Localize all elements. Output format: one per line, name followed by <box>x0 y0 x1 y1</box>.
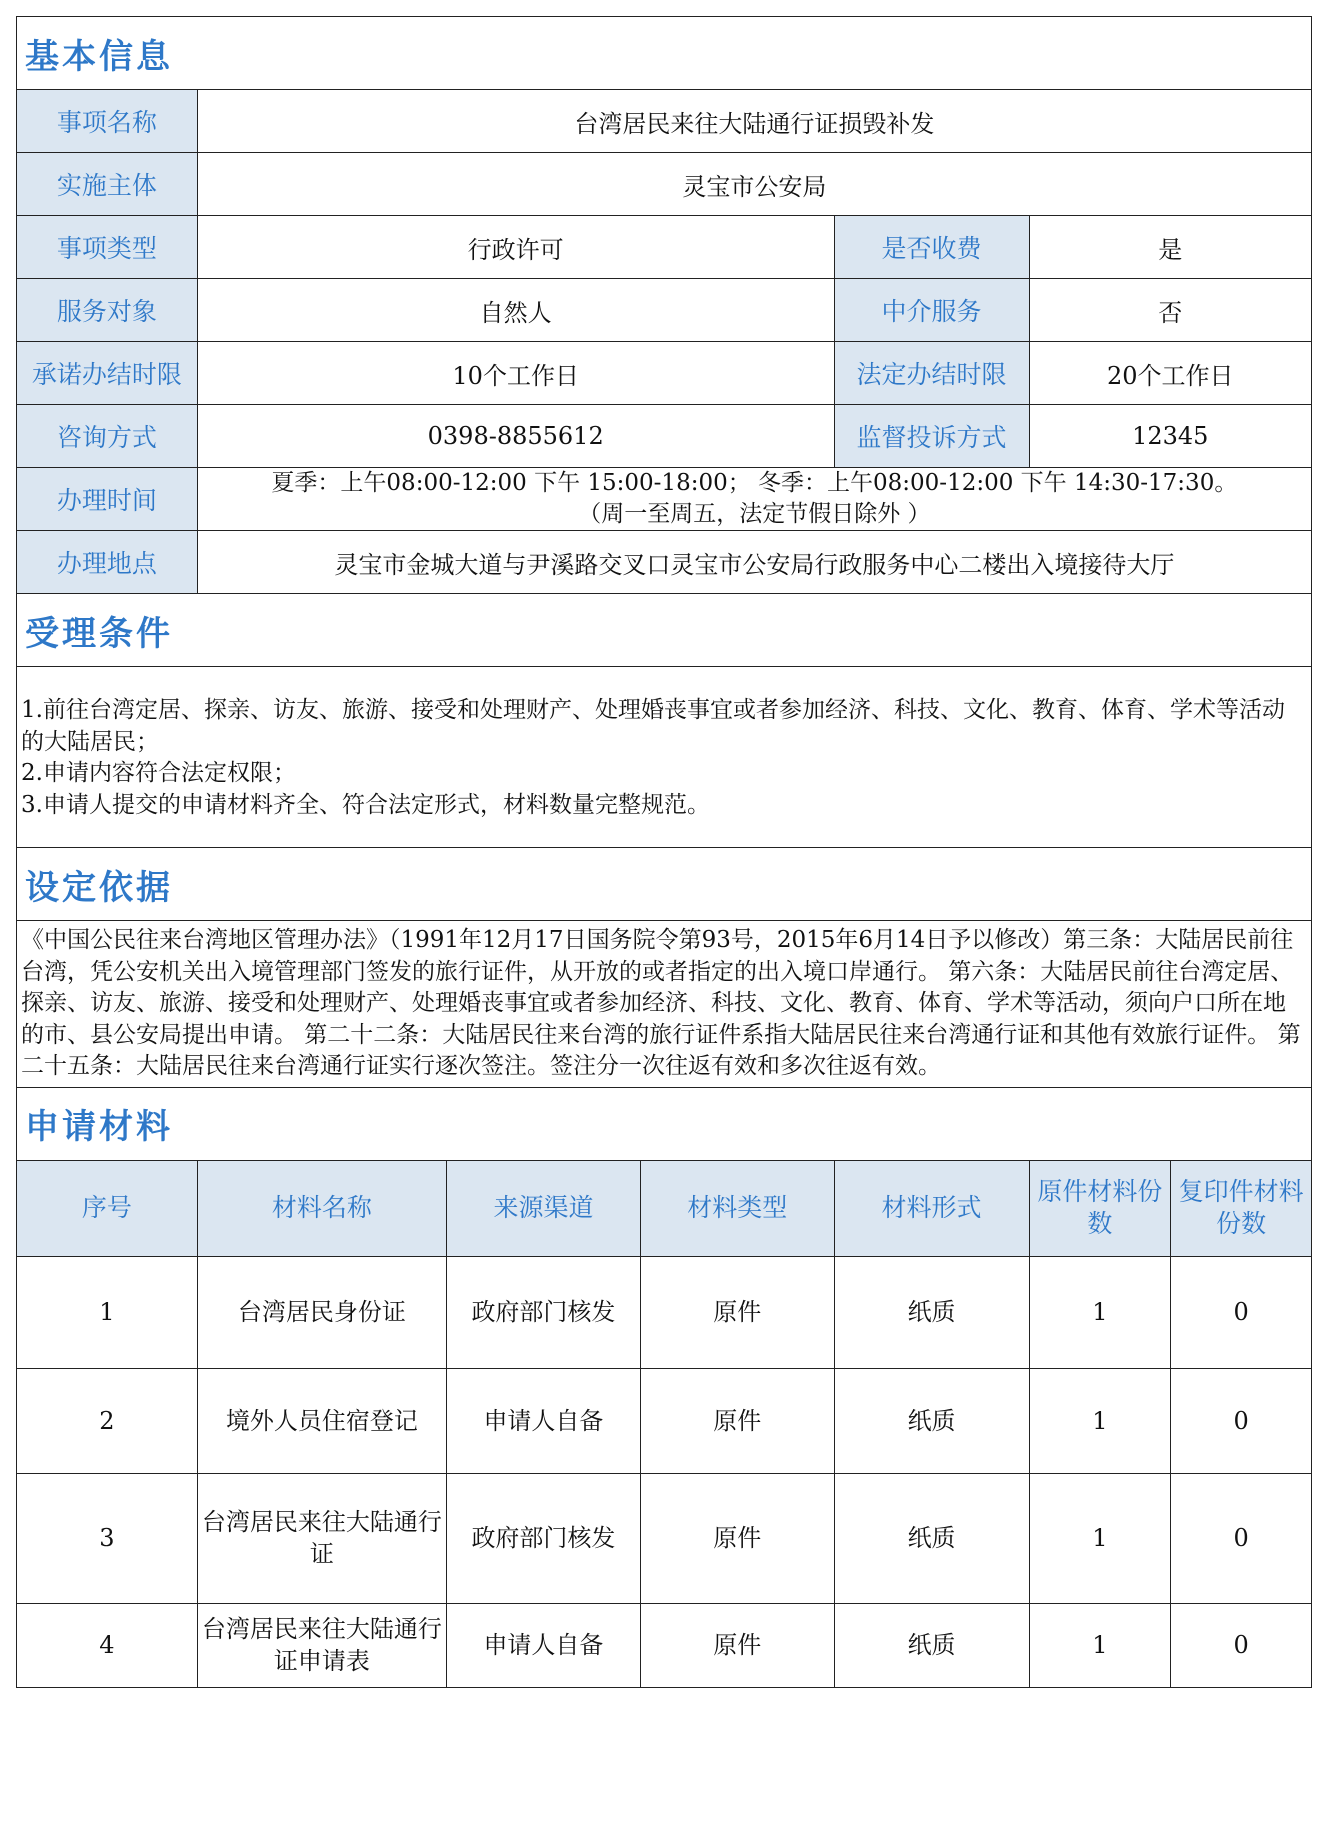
row-material-name: 境外人员住宿登记 <box>197 1368 446 1473</box>
type-value: 行政许可 <box>197 216 834 279</box>
row-copy-count: 0 <box>1171 1256 1312 1368</box>
service-guide-sheet <box>16 16 1312 1688</box>
legal-time-label: 法定办结时限 <box>834 342 1029 405</box>
row-source: 申请人自备 <box>447 1603 641 1687</box>
row-form: 纸质 <box>834 1256 1029 1368</box>
hours-line-1: 夏季：上午08:00-12:00 下午 15:00-18:00； 冬季：上午08:00-12:00 下午 14:30-17:30。 <box>271 470 1238 496</box>
row-original-count: 1 <box>1029 1603 1171 1687</box>
consult-value: 0398-8855612 <box>197 405 834 468</box>
subject-label: 实施主体 <box>17 153 198 216</box>
row-form: 纸质 <box>834 1368 1029 1473</box>
fee-label: 是否收费 <box>834 216 1029 279</box>
condition-item: 2.申请内容符合法定权限； <box>21 760 296 786</box>
fee-value: 是 <box>1029 216 1311 279</box>
row-copy-count: 0 <box>1171 1603 1312 1687</box>
row-type: 原件 <box>640 1368 834 1473</box>
condition-item: 3.申请人提交的申请材料齐全、符合法定形式，材料数量完整规范。 <box>21 791 710 818</box>
row-type: 原件 <box>640 1473 834 1603</box>
row-material-name: 台湾居民来往大陆通行证申请表 <box>197 1603 446 1687</box>
col-header-original-count: 原件材料份数 <box>1029 1160 1171 1256</box>
row-type: 原件 <box>640 1603 834 1687</box>
table-row <box>17 1473 1312 1603</box>
location-label: 办理地点 <box>17 531 198 594</box>
materials-header-row <box>17 1160 1312 1256</box>
table-row <box>17 1603 1312 1687</box>
promise-time-value: 10个工作日 <box>197 342 834 405</box>
location-value: 灵宝市金城大道与尹溪路交叉口灵宝市公安局行政服务中心二楼出入境接待大厅 <box>197 531 1311 594</box>
section-title-materials: 申请材料 <box>17 1087 1312 1160</box>
row-material-name: 台湾居民来往大陆通行证 <box>197 1473 446 1603</box>
agency-label: 中介服务 <box>834 279 1029 342</box>
basis-text: 《中国公民往来台湾地区管理办法》（1991年12月17日国务院令第93号，2015年6月14日予以修改）第三条：大陆居民前往台湾，凭公安机关出入境管理部门签发的旅行证件，从开放的或者指定的出入境口岸通行。 第六条：大陆居民前往台湾定居、探亲、访友、旅游、接受和处理财产、处理婚丧事宜或者参加经济、科技、文化、教育、体育、学术等活动，须向户口所在地的市、县公安局提出申请。 第二十二条：大陆居民往来台湾的旅行证件系指大陆居民往来台湾通行证和其他有效旅行证件。 第二十五条：大陆居民往来台湾通行证实行逐次签注。签注分一次往返有效和多次往返有效。 <box>17 921 1312 1088</box>
table-row <box>17 1368 1312 1473</box>
target-label: 服务对象 <box>17 279 198 342</box>
col-header-index: 序号 <box>17 1160 198 1256</box>
complaint-value: 12345 <box>1029 405 1311 468</box>
subject-value: 灵宝市公安局 <box>197 153 1311 216</box>
type-label: 事项类型 <box>17 216 198 279</box>
row-original-count: 1 <box>1029 1256 1171 1368</box>
condition-item: 1.前往台湾定居、探亲、访友、旅游、接受和处理财产、处理婚丧事宜或者参加经济、科技、文化、教育、体育、学术等活动的大陆居民； <box>21 697 1285 755</box>
row-copy-count: 0 <box>1171 1368 1312 1473</box>
col-header-type: 材料类型 <box>640 1160 834 1256</box>
section-title-basic: 基本信息 <box>17 17 1312 90</box>
section-title-conditions: 受理条件 <box>17 594 1312 667</box>
hours-line-2: （周一至周五，法定节假日除外 ） <box>578 501 931 527</box>
complaint-label: 监督投诉方式 <box>834 405 1029 468</box>
row-material-name: 台湾居民身份证 <box>197 1256 446 1368</box>
row-source: 申请人自备 <box>447 1368 641 1473</box>
row-type: 原件 <box>640 1256 834 1368</box>
col-header-copy-count: 复印件材料份数 <box>1171 1160 1312 1256</box>
service-guide-table <box>16 16 1312 1688</box>
legal-time-value: 20个工作日 <box>1029 342 1311 405</box>
conditions-block <box>17 667 1312 848</box>
row-index: 2 <box>17 1368 198 1473</box>
row-form: 纸质 <box>834 1473 1029 1603</box>
target-value: 自然人 <box>197 279 834 342</box>
promise-time-label: 承诺办结时限 <box>17 342 198 405</box>
hours-label: 办理时间 <box>17 468 198 531</box>
row-index: 4 <box>17 1603 198 1687</box>
row-original-count: 1 <box>1029 1473 1171 1603</box>
item-name-value: 台湾居民来往大陆通行证损毁补发 <box>197 90 1311 153</box>
row-source: 政府部门核发 <box>447 1473 641 1603</box>
row-original-count: 1 <box>1029 1368 1171 1473</box>
consult-label: 咨询方式 <box>17 405 198 468</box>
row-index: 3 <box>17 1473 198 1603</box>
row-copy-count: 0 <box>1171 1473 1312 1603</box>
hours-value <box>197 468 1311 531</box>
agency-value: 否 <box>1029 279 1311 342</box>
item-name-label: 事项名称 <box>17 90 198 153</box>
col-header-form: 材料形式 <box>834 1160 1029 1256</box>
section-title-basis: 设定依据 <box>17 848 1312 921</box>
col-header-source: 来源渠道 <box>447 1160 641 1256</box>
col-header-name: 材料名称 <box>197 1160 446 1256</box>
row-index: 1 <box>17 1256 198 1368</box>
row-source: 政府部门核发 <box>447 1256 641 1368</box>
table-row <box>17 1256 1312 1368</box>
row-form: 纸质 <box>834 1603 1029 1687</box>
